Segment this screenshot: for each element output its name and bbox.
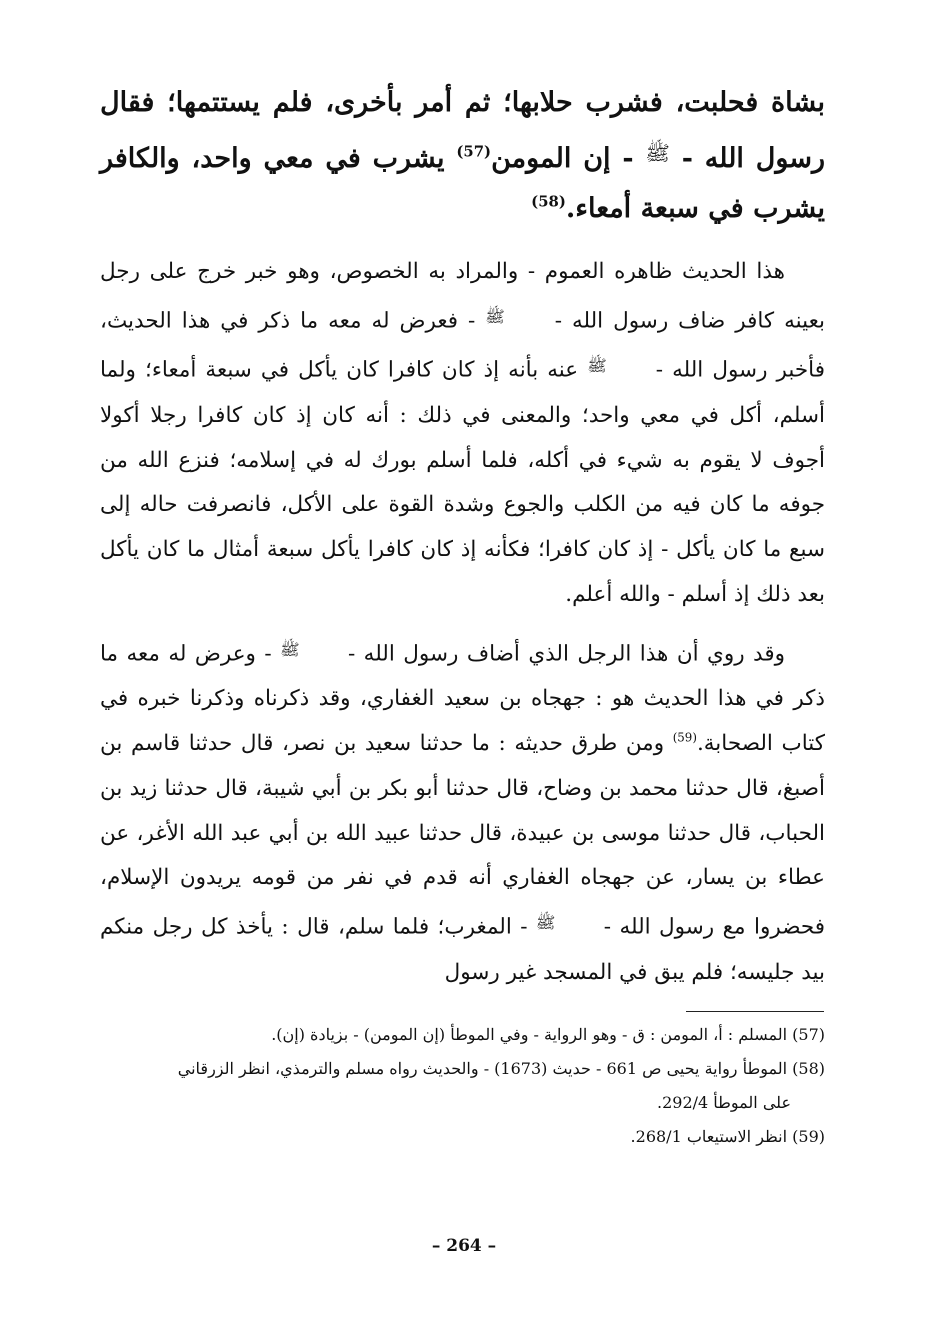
- page-number: – 264 –: [431, 1236, 497, 1256]
- salla-symbol: ﷺ: [485, 306, 505, 326]
- salla-symbol: ﷺ: [535, 913, 556, 933]
- commentary-paragraph-1: [100, 250, 825, 618]
- para2-part-4: - المغرب؛ فلما سلم، قال : يأخذ كل رجل منكم بيد جليسه؛ فلم يبق في المسجد غير رسول: [100, 914, 825, 985]
- hadith-part-3: يشرب في معي واحد، والكافر يشرب في سبعة أمعاء.: [100, 143, 825, 225]
- para1-part-3: عنه بأنه إذ كان كافرا كان يأكل في سبعة أمعاء؛ ولما أسلم، أكل في معي واحد؛ والمعنى في ذلك : أنه كان إذ كان كافرا رجلا أكولا أجوف لا يقوم به شيء في أكله، فلما أسلم بورك له في إسلامه؛ فنزع الله من جوفه ما كان فيه من الكلب والجوع وشدة القوة على الأكل، فانصرفت حاله إلى سبع ما كان يأكل - إذ كان كافرا؛ فكأنه إذ كان كافرا يأكل سبعة أمثال ما كان يأكل بعد ذلك إذ أسلم - والله أعلم.: [100, 357, 825, 607]
- salla-symbol: ﷺ: [280, 639, 300, 659]
- salla-symbol: ﷺ: [645, 141, 670, 165]
- para2-part-3: ومن طرق حديثه : ما حدثنا سعيد بن نصر، قال حدثنا قاسم بن أصبغ، قال حدثنا محمد بن وضاح، قال حدثنا أبو بكر بن أبي شيبة، قال حدثنا زيد بن الحباب، قال حدثنا موسى بن عبيدة، قال حدثنا عبيد الله بن أبي عبد الله الأغر، عن عطاء بن يسار، عن جهجاه الغفاري أنه قدم في نفر من قومه يريدون الإسلام، فحضروا مع رسول الله -: [100, 730, 825, 940]
- hadith-part-2: - إن المومن: [491, 143, 646, 175]
- footnote-57: (57) المسلم : أ، المومن : ق - وهو الرواية - وفي الموطأ (إن المومن) - بزيادة (إن).: [271, 1025, 825, 1044]
- para2-part-2: - وعرض له معه ما ذكر في هذا الحديث هو : جهجاه بن سعيد الغفاري، وقد ذكرناه وذكرنا خبره في كتاب الصحابة.: [100, 641, 825, 756]
- footnote-ref-57[interactable]: (57): [456, 142, 492, 161]
- para2-part-1: وقد روي أن هذا الرجل الذي أضاف رسول الله -: [339, 641, 785, 667]
- footnote-59: (59) انظر الاستيعاب 268/1.: [630, 1127, 825, 1146]
- footnote-ref-58[interactable]: (58): [531, 192, 566, 211]
- hadith-text: [100, 78, 825, 234]
- footnote-58-line-2: على الموطأ 292/4.: [657, 1093, 791, 1112]
- footnote-divider: [686, 1011, 824, 1012]
- footnotes: [100, 1018, 825, 1154]
- salla-symbol: ﷺ: [587, 356, 607, 376]
- para1-part-2: - فعرض له معه ما ذكر في هذا الحديث، فأخبر رسول الله -: [100, 308, 825, 383]
- para1-part-1: هذا الحديث ظاهره العموم - والمراد به الخصوص، وهو خبر خرج على رجل بعينه كافر ضاف رسول الله -: [100, 259, 825, 334]
- footnote-58: (58) الموطأ رواية يحيى ص 661 - حديث (1673) - والحديث رواه مسلم والترمذي، انظر الزرقاني: [177, 1059, 825, 1078]
- main-text: [100, 78, 825, 1005]
- commentary-paragraph-2: [100, 628, 825, 996]
- footnote-ref-59[interactable]: (59): [672, 730, 697, 745]
- hadith-part-1: بشاة فحلبت، فشرب حلابها؛ ثم أمر بأخرى، فلم يستتمها؛ فقال رسول الله -: [100, 87, 825, 175]
- footnote-58-continued: [100, 1086, 825, 1120]
